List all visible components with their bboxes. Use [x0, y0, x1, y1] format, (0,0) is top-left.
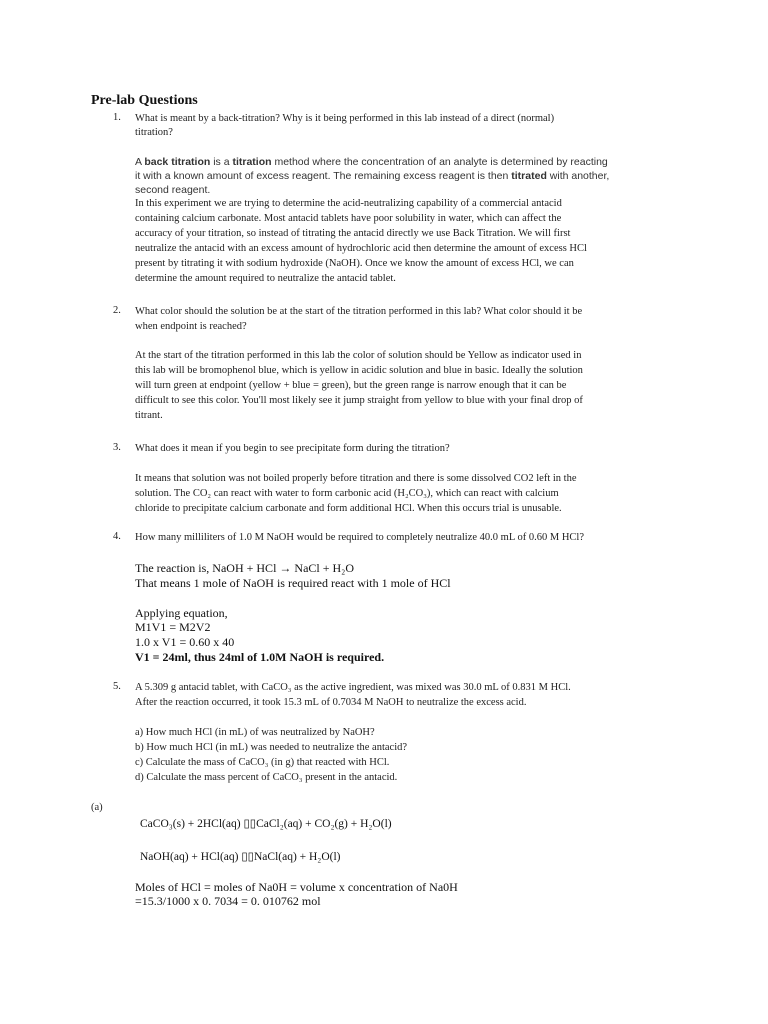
sub-question: c) Calculate the mass of CaCO₃ (in g) that reacted with HCl. [135, 757, 390, 768]
question-2-number: 2. [113, 305, 121, 316]
definition-line [135, 169, 609, 183]
question-5-text: A 5.309 g antacid tablet, with CaCO₃ as the active ingredient, was mixed was 30.0 mL of 0.831 M HCl. [135, 682, 571, 693]
definition-text: A [135, 156, 145, 168]
question-2-text: What color should the solution be at the start of the titration performed in this lab? What color should it be [135, 306, 583, 317]
question-4-number: 4. [113, 531, 121, 542]
question-3-number: 3. [113, 442, 121, 453]
moles-calculation: =15.3/1000 x 0. 7034 = 0. 010762 mol [135, 894, 321, 908]
definition-term: back titration [144, 156, 211, 168]
question-1-text: titration? [135, 127, 173, 138]
definition-text: with another, [546, 170, 610, 182]
equation-line: 1.0 x V1 = 0.60 x 40 [135, 635, 235, 649]
answer-1-line: present by titrating it with sodium hydroxide (NaOH). Once we know the amount of excess HCl, we can [135, 258, 574, 269]
answer-2-line: will turn green at endpoint (yellow + blue = green), but the green range is narrow enough that it can be [135, 380, 567, 391]
definition-line: second reagent. [135, 184, 211, 196]
answer-2-line: At the start of the titration performed in this lab the color of solution should be Yellow as indicator used in [135, 350, 582, 361]
answer-1-line: neutralize the antacid with an excess amount of hydrochloric acid then determine the amount of excess HCl [135, 243, 587, 254]
answer-3-line: solution. The CO₂ can react with water to form carbonic acid (H₂CO₃), which can react with calcium [135, 488, 559, 499]
sub-question: d) Calculate the mass percent of CaCO₃ present in the antacid. [135, 772, 398, 783]
answer-1-line: In this experiment we are trying to determine the acid-neutralizing capability of a commercial antacid [135, 198, 562, 209]
question-2-text: when endpoint is reached? [135, 321, 247, 332]
answer-3-line: It means that solution was not boiled properly before titration and there is some dissolved CO2 left in the [135, 473, 577, 484]
definition-term: titrated [511, 170, 547, 182]
chemical-equation: CaCO₃(s) + 2HCl(aq) ▯▯CaCl₂(aq) + CO₂(g) + H₂O(l) [140, 818, 392, 830]
definition-text: it with a known amount of excess reagent. The remaining excess reagent is then [135, 170, 512, 182]
question-1-text: What is meant by a back-titration? Why is it being performed in this lab instead of a direct (normal) [135, 113, 555, 124]
question-3-text: What does it mean if you begin to see precipitate form during the titration? [135, 443, 450, 454]
answer-1-line: accuracy of your titration, so instead of titrating the antacid directly we use Back Titration. We will first [135, 228, 571, 239]
answer-1-line: determine the amount required to neutralize the antacid tablet. [135, 273, 396, 284]
question-5-number: 5. [113, 681, 121, 692]
sub-question: b) How much HCl (in mL) was needed to neutralize the antacid? [135, 742, 408, 753]
result-line: V1 = 24ml, thus 24ml of 1.0M NaOH is required. [135, 650, 385, 664]
answer-2-line: titrant. [135, 410, 163, 421]
solution-label: (a) [91, 802, 103, 813]
answer-2-line: difficult to see this color. You'll most likely see it jump straight from yellow to blue with your final drop of [135, 395, 583, 406]
question-5-text: After the reaction occurred, it took 15.3 mL of 0.7034 M NaOH to neutralize the excess acid. [135, 697, 527, 708]
page-title: Pre-lab Questions [91, 93, 198, 108]
sub-question: a) How much HCl (in mL) of was neutralized by NaOH? [135, 727, 375, 738]
definition-text: is a [210, 156, 233, 168]
chemical-equation: NaOH(aq) + HCl(aq) ▯▯NaCl(aq) + H₂O(l) [140, 851, 341, 863]
equation-line: M1V1 = M2V2 [135, 620, 211, 634]
definition-term: titration [232, 156, 272, 168]
mole-ratio-text: That means 1 mole of NaOH is required react with 1 mole of HCl [135, 576, 451, 590]
moles-calculation: Moles of HCl = moles of Na0H = volume x concentration of Na0H [135, 880, 458, 894]
answer-3-line: chloride to precipitate calcium carbonate and form additional HCl. When this occurs trial is unusable. [135, 503, 562, 514]
definition-line [135, 155, 608, 169]
reaction-equation: The reaction is, NaOH + HCl → NaCl + H₂O [135, 561, 355, 575]
answer-1-line: containing calcium carbonate. Most antacid tablets have poor solubility in water, which can affect the [135, 213, 562, 224]
question-4-text: How many milliliters of 1.0 M NaOH would be required to completely neutralize 40.0 mL of 0.60 M HCl? [135, 532, 584, 543]
definition-text: method where the concentration of an analyte is determined by reacting [271, 156, 608, 168]
applying-label: Applying equation, [135, 606, 228, 620]
question-1-number: 1. [113, 112, 121, 123]
answer-2-line: this lab will be bromophenol blue, which is yellow in acidic solution and blue in basic. Ideally the solution [135, 365, 583, 376]
